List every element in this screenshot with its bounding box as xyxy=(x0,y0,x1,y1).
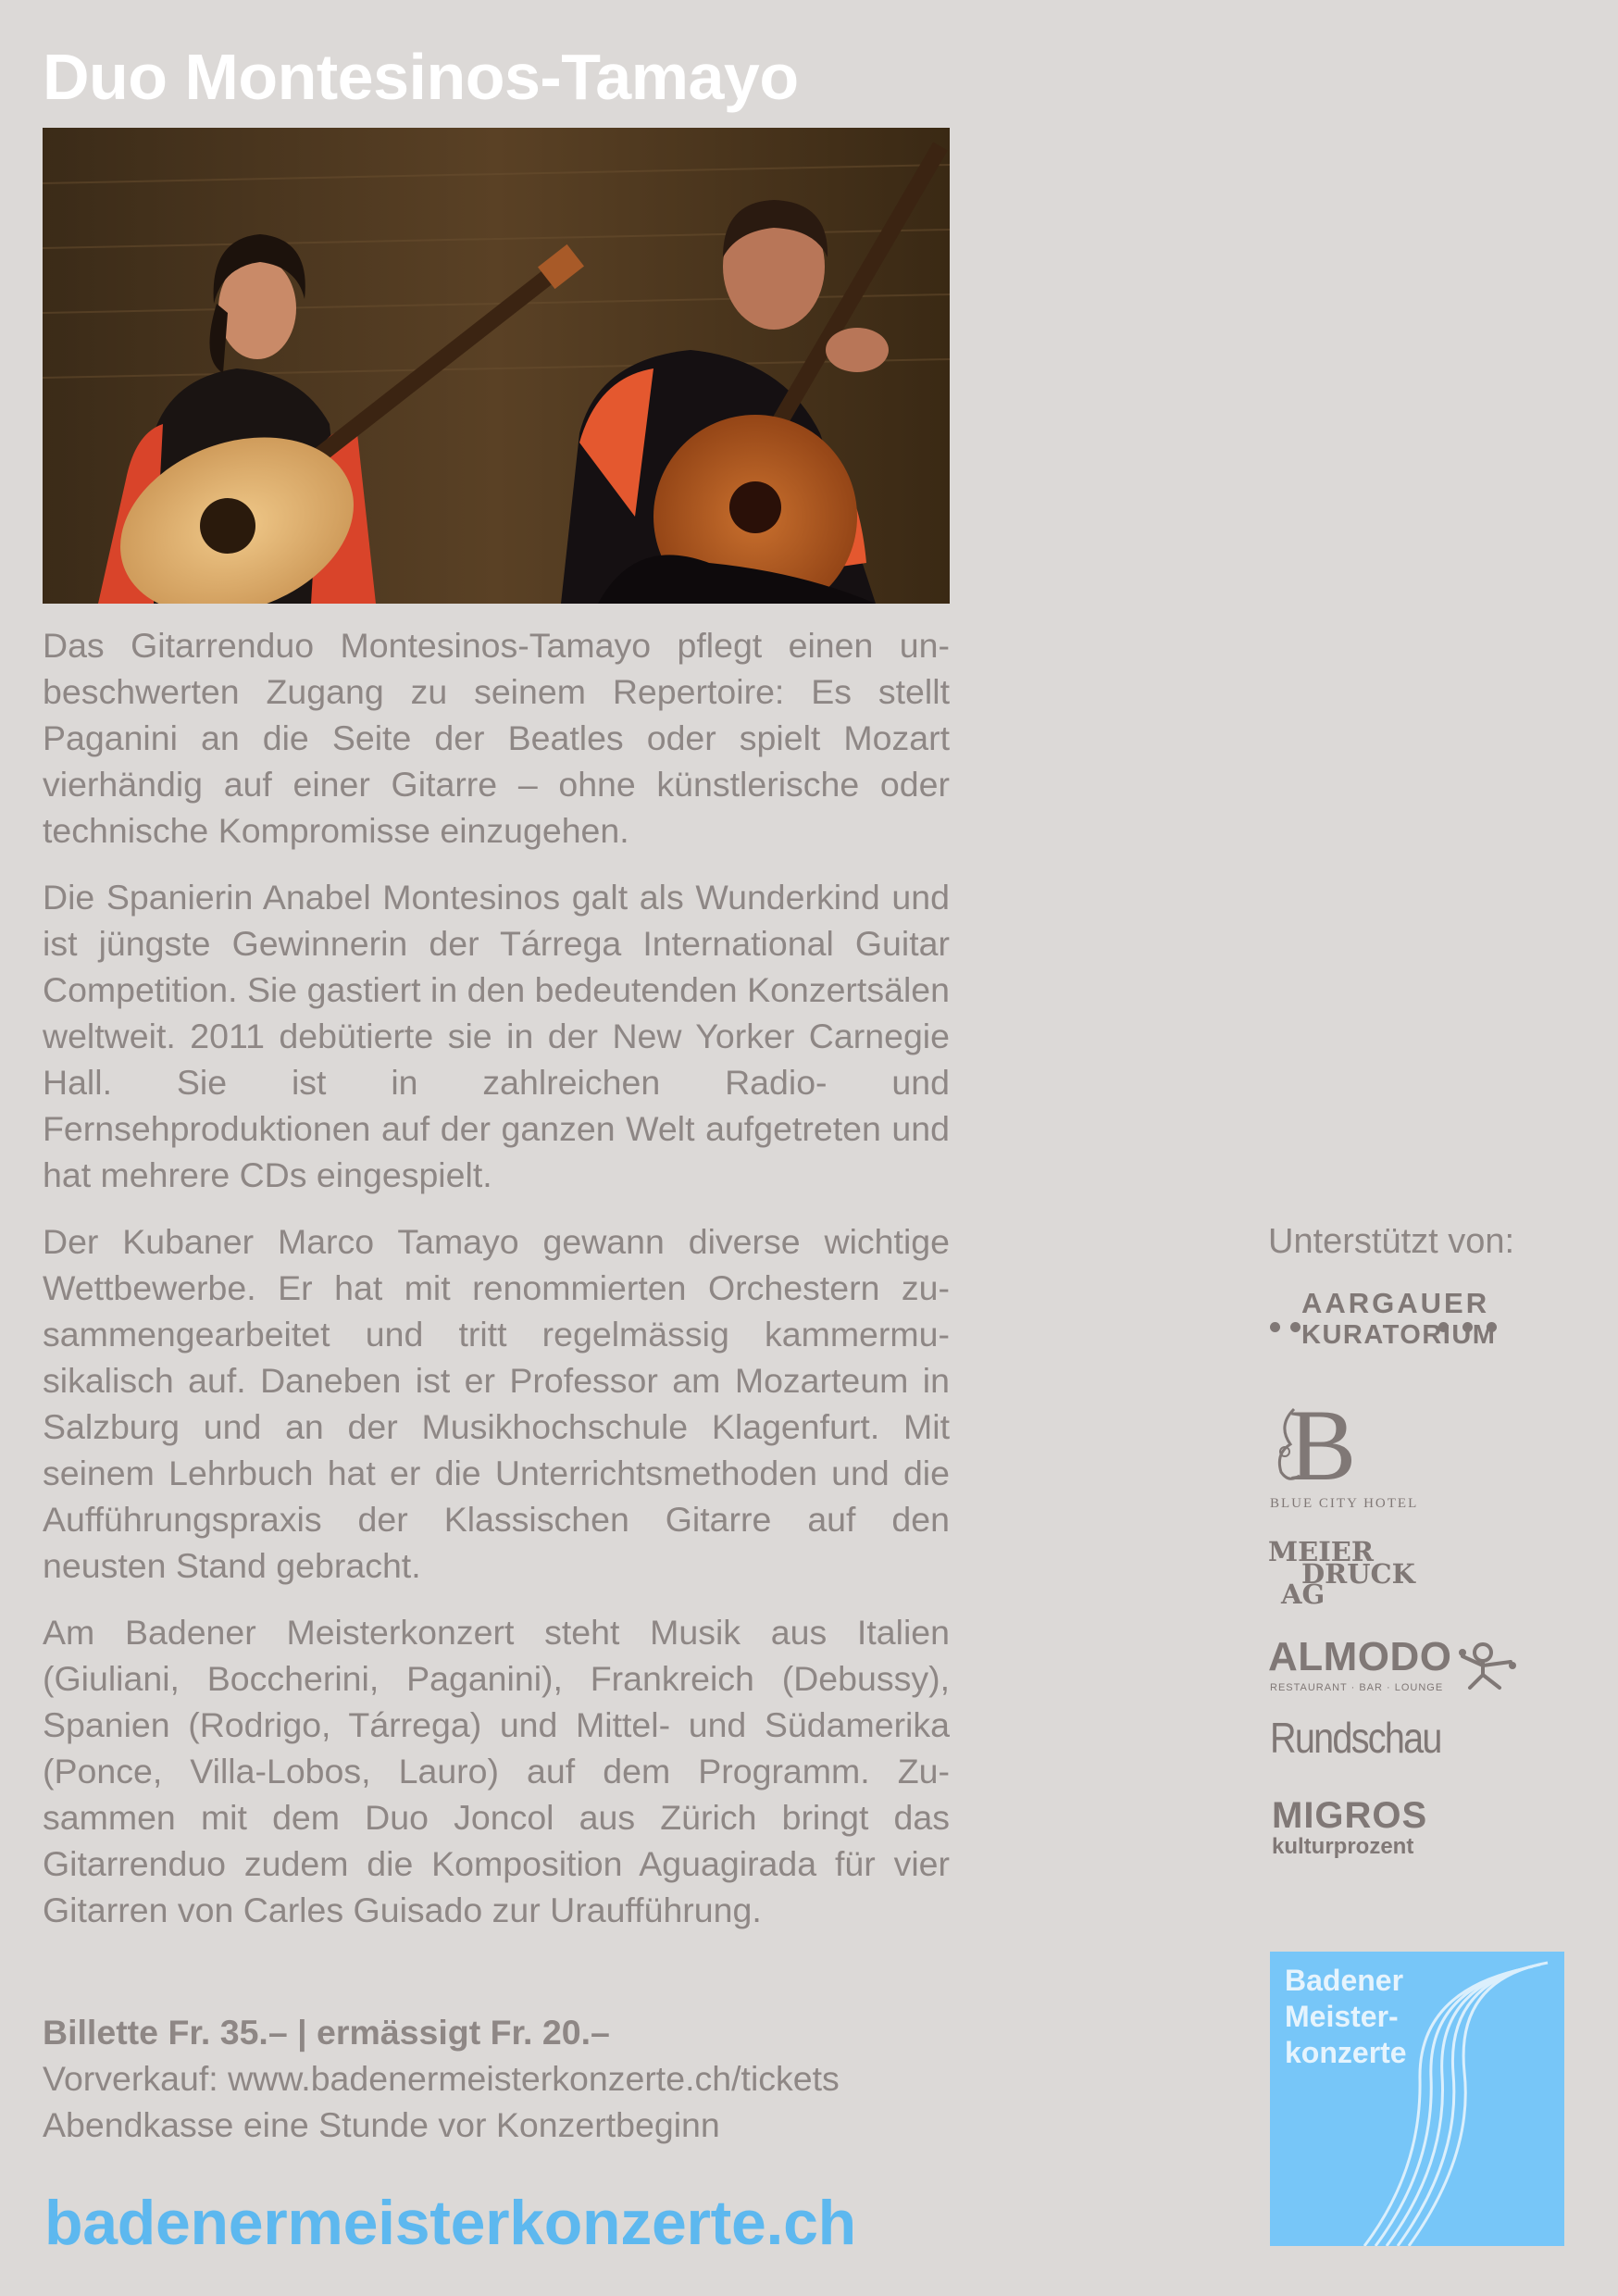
almodo-sub: RESTAURANT · BAR · LOUNGE xyxy=(1270,1682,1444,1693)
body-text xyxy=(43,622,950,1953)
blue-city-hotel-logo xyxy=(1268,1398,1472,1518)
website-link[interactable]: badenermeisterkonzerte.ch xyxy=(44,2188,856,2258)
paragraph: Das Gitarrenduo Montesinos-Tamayo pflegt einen unbeschwerten Zugang zu seinem Repertoire: Es stellt Paganini an die Seite der Beatles oder spielt Mozart vierhändig auf einer Gitarre – ohne künstlerische oder technische Kompromisse einzugehen. xyxy=(43,626,950,850)
ticket-presale[interactable]: Vorverkauf: www.badenermeisterkonzerte.ch/tickets xyxy=(43,2059,840,2098)
duo-photo xyxy=(43,128,950,604)
page-title: Duo Montesinos-Tamayo xyxy=(43,41,799,113)
rundschau-logo: Rundschau xyxy=(1270,1714,1441,1762)
badener-meisterkonzerte-badge xyxy=(1270,1952,1564,2246)
paragraph: Der Kubaner Marco Tamayo gewann diverse wichtige Wettbewerbe. Er hat mit renommierten Orchestern zusammengearbeitet und tritt regelmässig kammermusikalisch auf. Daneben ist er Professor am Mozarteum in Salzburg und an der Musikhochschule Klagenfurt. Mit seinem Lehrbuch hat er die Unterrichtsmethoden und die Aufführungspraxis der Klassischen Gitarre auf den neusten Stand gebracht. xyxy=(43,1222,950,1585)
almodo-figure-icon xyxy=(1455,1636,1520,1691)
ticket-price: Billette Fr. 35.– | ermässigt Fr. 20.– xyxy=(43,2013,610,2052)
blue-city-monogram-icon xyxy=(1268,1398,1388,1491)
badge-line3: konzerte xyxy=(1285,2036,1407,2069)
meier-line1: MEIER xyxy=(1268,1536,1374,1567)
migros-kulturprozent-logo xyxy=(1272,1796,1427,1859)
paragraph: Am Badener Meisterkonzert steht Musik aus Italien (Giuliani, Boccherini, Paganini), Frankreich (Debussy), Spanien (Rodrigo, Tárrega) und Mittel- und Südamerika (Ponce, Villa-Lobos, Lauro) auf dem Programm. Zusammen mit dem Duo Joncol aus Zürich bringt das Gitarrenduo zudem die Komposition Aguagirada für vier Gitarren von Carles Guisado zur Uraufführung. xyxy=(43,1613,950,1929)
aargauer-line2: KURATORIUM xyxy=(1301,1320,1497,1350)
blue-city-caption: BLUE CITY HOTEL xyxy=(1270,1496,1419,1511)
paragraph: Die Spanierin Anabel Montesinos galt als Wunderkind und ist jüngste Gewinnerin der Tárrega International Guitar Competition. Sie gastiert in den bedeutenden Konzertsälen weltweit. 2011 debütierte sie in der New Yorker Carnegie Hall. Sie ist in zahlreichen Radio- und Fernsehproduktionen auf der ganzen Welt aufgetreten und hat mehrere CDs eingespielt. xyxy=(43,878,950,1194)
migros-line2: kulturprozent xyxy=(1272,1834,1414,1859)
aargauer-kuratorium-logo xyxy=(1268,1287,1509,1370)
badge-line1: Badener xyxy=(1285,1964,1404,1997)
almodo-name: ALMODO xyxy=(1268,1634,1452,1679)
migros-line1: MIGROS xyxy=(1272,1795,1428,1836)
almodo-logo xyxy=(1268,1634,1527,1699)
badge-line2: Meister- xyxy=(1285,2000,1399,2033)
ticket-boxoffice: Abendkasse eine Stunde vor Konzertbeginn xyxy=(43,2105,720,2144)
meier-druck-logo xyxy=(1268,1536,1453,1616)
ticket-info xyxy=(43,2009,968,2148)
meier-line3: AG xyxy=(1281,1578,1326,1610)
sponsors-label: Unterstützt von: xyxy=(1268,1222,1515,1261)
svg-text:B: B xyxy=(1288,1398,1357,1491)
aargauer-line1: AARGAUER xyxy=(1301,1287,1490,1319)
meier-line2: DRUCK xyxy=(1301,1558,1415,1590)
